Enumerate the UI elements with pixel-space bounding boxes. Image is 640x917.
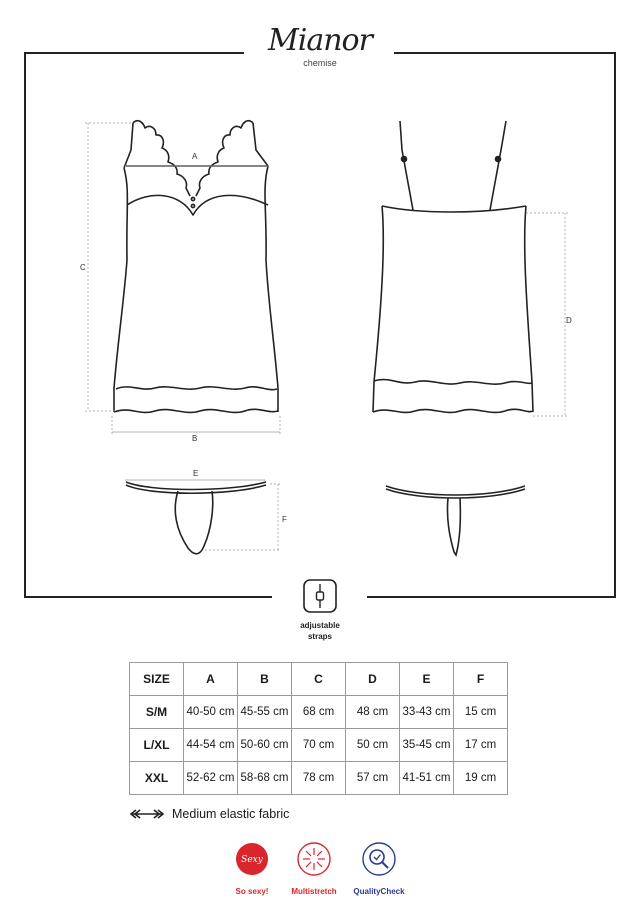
table-row [130, 729, 508, 762]
cell-e: 33-43 cm [400, 696, 454, 729]
adjustable-straps-icon [302, 578, 338, 614]
size-cell: S/M [130, 696, 184, 729]
dim-label-f: F [282, 515, 287, 524]
badge-label: Multistretch [291, 887, 337, 896]
cell-f: 17 cm [454, 729, 508, 762]
badge-so-sexy [217, 842, 287, 896]
table-row [130, 696, 508, 729]
dim-label-c: C [80, 263, 86, 272]
cell-f: 15 cm [454, 696, 508, 729]
badge-label: QualityCheck [353, 887, 405, 896]
brand-name: Mianor [268, 23, 372, 58]
header-d: D [346, 663, 400, 696]
table-row [130, 762, 508, 795]
chemise-front [114, 121, 278, 413]
double-arrow-icon [128, 808, 166, 820]
feature-adjustable-straps [290, 578, 350, 641]
feature-label-line1: adjustable [300, 621, 340, 630]
header-size: SIZE [130, 663, 184, 696]
dim-label-b: B [192, 434, 198, 443]
header-c: C [292, 663, 346, 696]
size-cell: XXL [130, 762, 184, 795]
header-e: E [400, 663, 454, 696]
cell-d: 50 cm [346, 729, 400, 762]
chemise-back [373, 121, 533, 412]
badge-quality-check [344, 842, 414, 896]
cell-c: 70 cm [292, 729, 346, 762]
fabric-note [128, 806, 289, 822]
cell-c: 78 cm [292, 762, 346, 795]
cell-d: 48 cm [346, 696, 400, 729]
cell-a: 40-50 cm [184, 696, 238, 729]
sexy-badge-icon-text: Sexy [241, 855, 263, 865]
cell-d: 57 cm [346, 762, 400, 795]
cell-e: 41-51 cm [400, 762, 454, 795]
size-table [129, 662, 508, 795]
sexy-badge-icon [235, 842, 269, 876]
thong-front [126, 482, 266, 554]
thong-back [386, 486, 525, 555]
feature-label-line2: straps [307, 632, 332, 641]
badge-label: So sexy! [235, 887, 269, 896]
cell-b: 58-68 cm [238, 762, 292, 795]
cell-f: 19 cm [454, 762, 508, 795]
dim-label-e: E [193, 469, 199, 478]
quality-check-icon [362, 842, 396, 876]
header-f: F [454, 663, 508, 696]
cell-c: 68 cm [292, 696, 346, 729]
size-cell: L/XL [130, 729, 184, 762]
table-header-row [130, 663, 508, 696]
cell-a: 44-54 cm [184, 729, 238, 762]
badge-multistretch [279, 842, 349, 896]
product-type: chemise [303, 58, 337, 68]
dim-label-d: D [566, 316, 572, 325]
header-b: B [238, 663, 292, 696]
cell-e: 35-45 cm [400, 729, 454, 762]
multistretch-icon [297, 842, 331, 876]
cell-b: 45-55 cm [238, 696, 292, 729]
fabric-label: Medium elastic fabric [172, 807, 290, 821]
dim-label-a: A [192, 152, 198, 161]
header-a: A [184, 663, 238, 696]
cell-b: 50-60 cm [238, 729, 292, 762]
cell-a: 52-62 cm [184, 762, 238, 795]
